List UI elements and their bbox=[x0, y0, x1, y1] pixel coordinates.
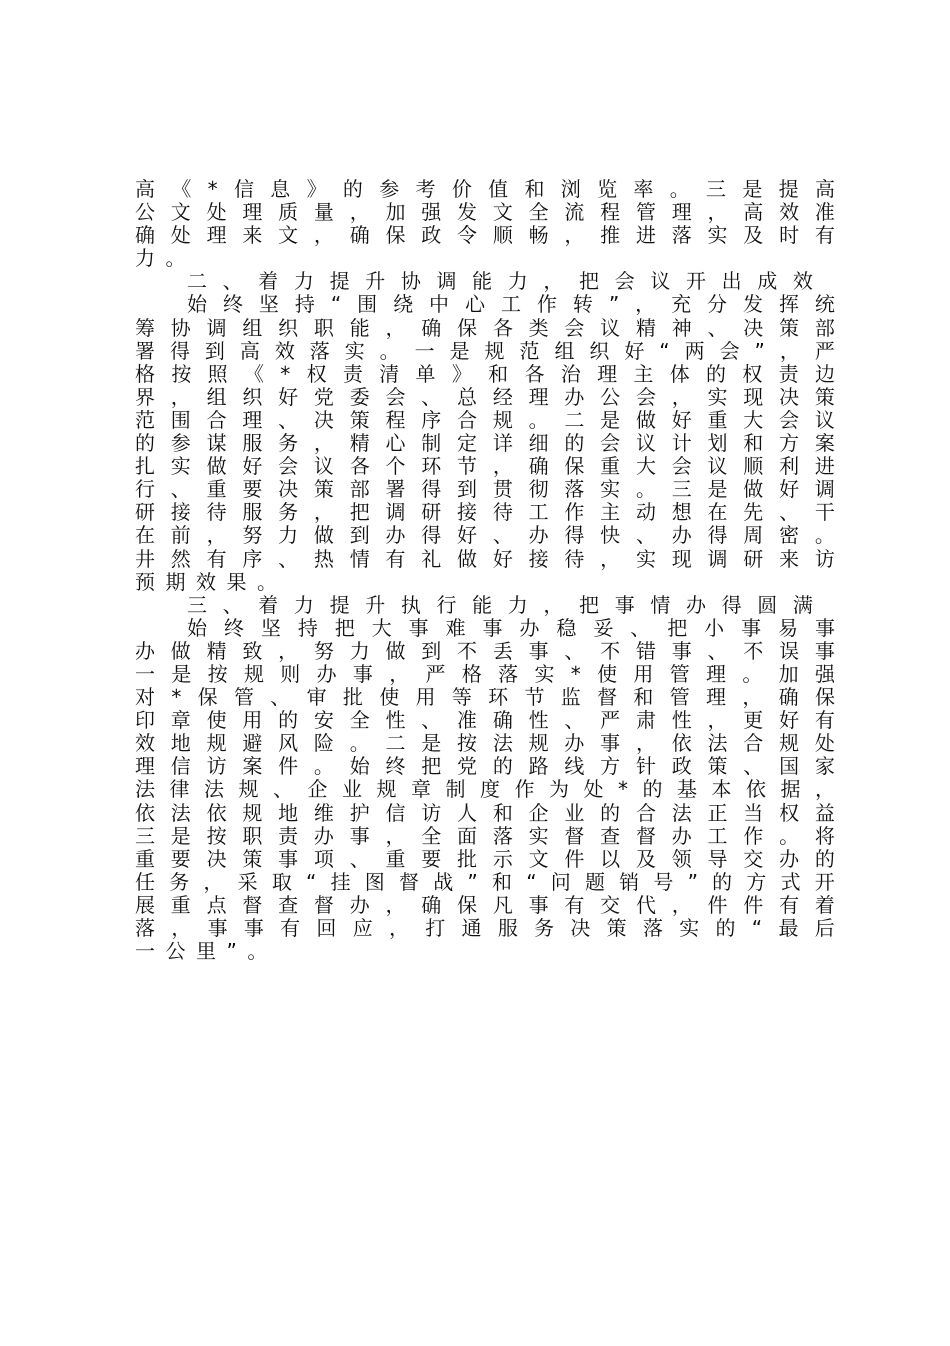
text-line: 研 接 待 服 务 ， 把 调 研 接 待 工 作 主 动 想 在 先 、 干 bbox=[135, 500, 835, 525]
text-line: 理 信 访 案 件 。 始 终 把 党 的 路 线 方 针 政 策 、 国 家 bbox=[135, 754, 835, 779]
text-line: 在 前 ， 努 力 做 到 办 得 好 、 办 得 快 、 办 得 周 密 。 bbox=[135, 523, 835, 548]
text-line: 界 ， 组 织 好 党 委 会 、 总 经 理 办 公 会 ， 实 现 决 策 bbox=[135, 384, 835, 409]
text-line: 力 。 bbox=[135, 246, 186, 271]
text-line: 落 ， 事 事 有 回 应 ， 打 通 服 务 决 策 落 实 的 “ 最 后 bbox=[135, 916, 835, 940]
section-heading: 二 、 着 力 提 升 协 调 能 力 ， 把 会 议 开 出 成 效 bbox=[187, 269, 813, 294]
text-line: 公 文 处 理 质 量 ， 加 强 发 文 全 流 程 管 理 ， 高 效 准 bbox=[135, 200, 835, 225]
text-line: 任 务 ， 采 取 “ 挂 图 督 战 ” 和 “ 问 题 销 号 ” 的 方 式 开 bbox=[135, 869, 835, 894]
text-line: 办 做 精 致 ， 努 力 做 到 不 丢 事 、 不 错 事 、 不 误 事 bbox=[135, 638, 835, 663]
text-line: 法 律 法 规 、 企 业 规 章 制 度 作 为 处 * 的 基 本 依 据 ， bbox=[135, 777, 835, 802]
text-line: 效 地 规 避 风 险 。 二 是 按 法 规 办 事 ， 依 法 合 规 处 bbox=[135, 731, 835, 756]
text-line: 的 参 谋 服 务 ， 精 心 制 定 详 细 的 会 议 计 划 和 方 案 bbox=[135, 431, 835, 456]
section-heading: 三 、 着 力 提 升 执 行 能 力 ， 把 事 情 办 得 圆 满 bbox=[187, 592, 813, 617]
text-line: 筹 协 调 组 织 职 能 ， 确 保 各 类 会 议 精 神 、 决 策 部 bbox=[135, 315, 835, 340]
text-line: 确 处 理 来 文 ， 确 保 政 令 顺 畅 ， 推 进 落 实 及 时 有 bbox=[135, 223, 835, 248]
text-line: 一 是 按 规 则 办 事 ， 严 格 落 实 * 使 用 管 理 。 加 强 bbox=[135, 661, 835, 686]
text-line: 三 是 按 职 责 办 事 ， 全 面 落 实 督 查 督 办 工 作 。 将 bbox=[135, 823, 835, 848]
text-line: 一 公 里 ” 。 bbox=[135, 939, 268, 964]
text-line: 范 围 合 理 、 决 策 程 序 合 规 。 二 是 做 好 重 大 会 议 bbox=[135, 407, 835, 432]
text-line: 依 法 依 规 地 维 护 信 访 人 和 企 业 的 合 法 正 当 权 益 bbox=[135, 800, 835, 825]
text-line: 重 要 决 策 事 项 、 重 要 批 示 文 件 以 及 领 导 交 办 的 bbox=[135, 846, 835, 871]
text-line: 扎 实 做 好 会 议 各 个 环 节 ， 确 保 重 大 会 议 顺 利 进 bbox=[135, 454, 835, 479]
text-line: 展 重 点 督 查 督 办 ， 确 保 凡 事 有 交 代 ， 件 件 有 着 bbox=[135, 892, 835, 917]
text-line: 格 按 照 《 * 权 责 清 单 》 和 各 治 理 主 体 的 权 责 边 bbox=[135, 361, 835, 386]
text-line: 印 章 使 用 的 安 全 性 、 准 确 性 、 严 肃 性 ， 更 好 有 bbox=[135, 708, 835, 733]
body-text bbox=[135, 178, 835, 963]
text-line: 高 《 * 信 息 》 的 参 考 价 值 和 浏 览 率 。 三 是 提 高 bbox=[135, 177, 835, 201]
text-line: 始 终 坚 持 “ 围 绕 中 心 工 作 转 ” ， 充 分 发 挥 统 bbox=[187, 292, 835, 317]
text-line: 行 、 重 要 决 策 部 署 得 到 贯 彻 落 实 。 三 是 做 好 调 bbox=[135, 477, 835, 502]
text-line: 预 期 效 果 。 bbox=[135, 569, 277, 594]
text-line: 始 终 坚 持 把 大 事 难 事 办 稳 妥 、 把 小 事 易 事 bbox=[187, 615, 835, 640]
text-line: 署 得 到 高 效 落 实 。 一 是 规 范 组 织 好 “ 两 会 ” ， 严 bbox=[135, 338, 835, 363]
text-line: 对 * 保 管 、 审 批 使 用 等 环 节 监 督 和 管 理 ， 确 保 bbox=[135, 685, 835, 710]
text-line: 井 然 有 序 、 热 情 有 礼 做 好 接 待 ， 实 现 调 研 来 访 bbox=[135, 546, 835, 571]
